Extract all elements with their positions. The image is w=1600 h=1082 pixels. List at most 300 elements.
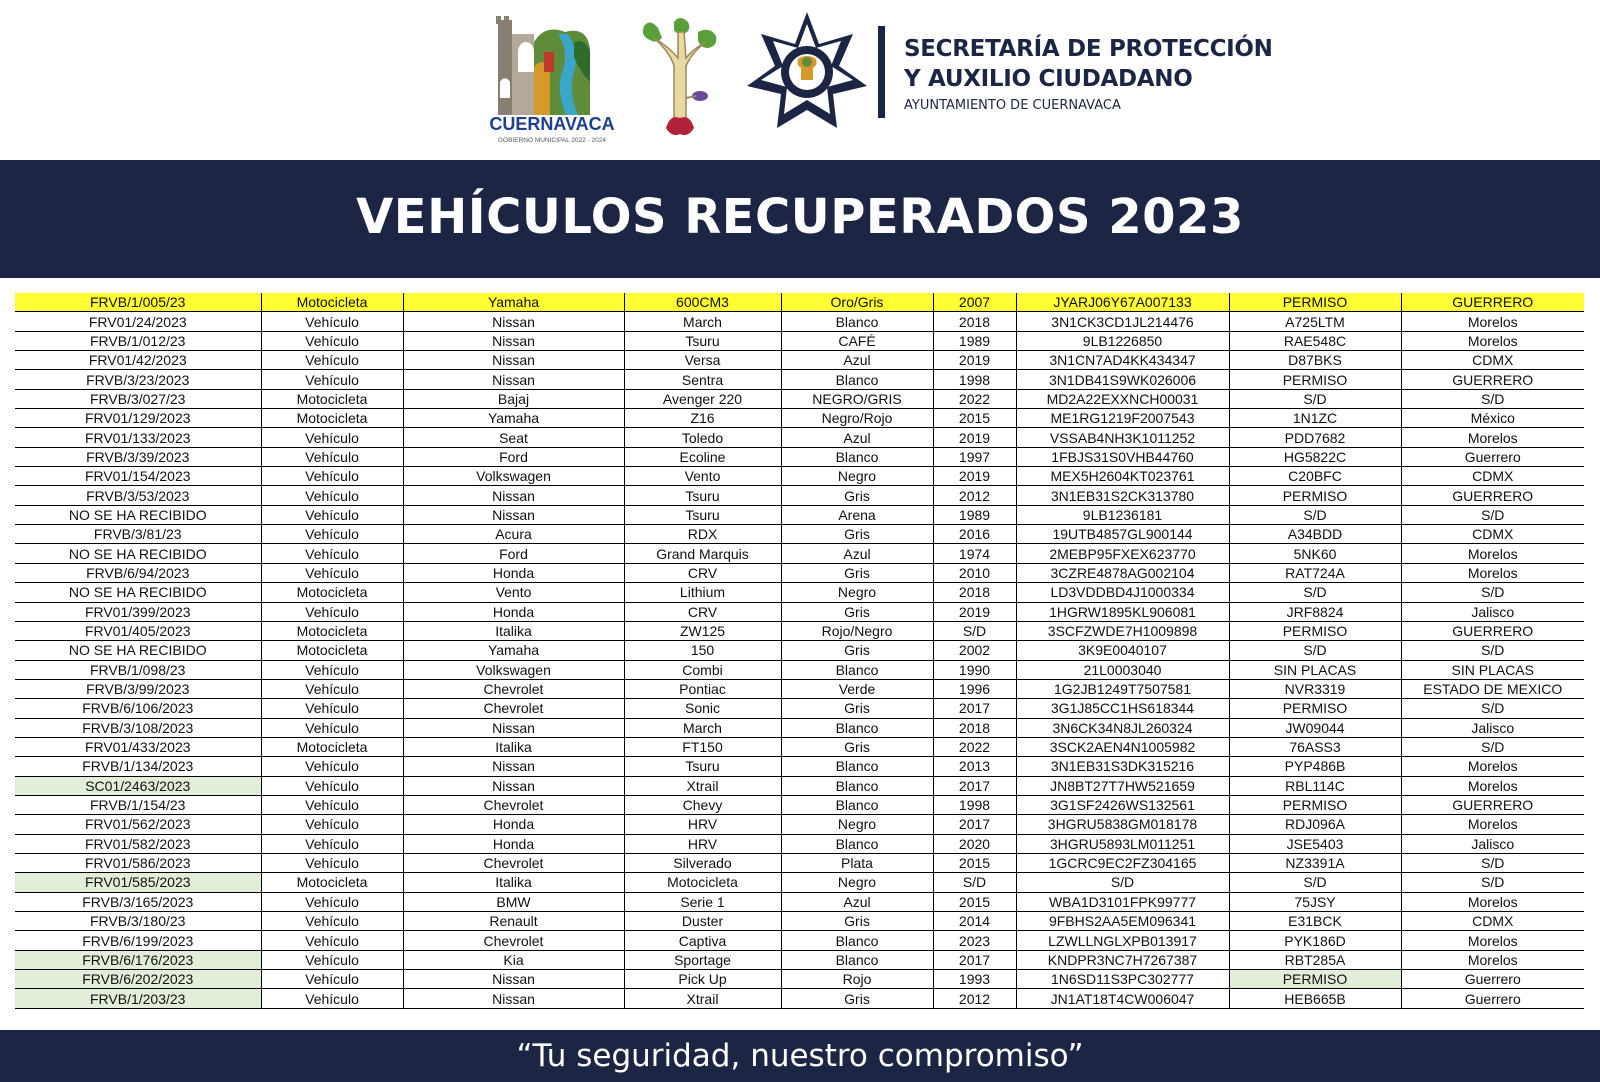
- plate-cell: PYP486B: [1229, 757, 1401, 776]
- color-cell: Gris: [781, 989, 933, 1008]
- state-cell: S/D: [1401, 853, 1584, 872]
- color-cell: Oro/Gris: [781, 293, 933, 312]
- year-cell: 2015: [933, 853, 1016, 872]
- brand-cell: Ford: [403, 544, 624, 563]
- table-row: [15, 331, 1584, 350]
- plate-cell: RBT285A: [1229, 950, 1401, 969]
- year-cell: 2015: [933, 409, 1016, 428]
- model-cell: Vento: [624, 467, 781, 486]
- plate-cell: S/D: [1229, 389, 1401, 408]
- case-number-cell: FRVB/1/005/23: [15, 293, 261, 312]
- table-row: [15, 370, 1584, 389]
- case-number-cell: NO SE HA RECIBIDO: [15, 583, 261, 602]
- case-number-cell: NO SE HA RECIBIDO: [15, 505, 261, 524]
- vin-cell: 2MEBP95FXEX623770: [1016, 544, 1229, 563]
- vin-cell: JN1AT18T4CW006047: [1016, 989, 1229, 1008]
- year-cell: 2017: [933, 699, 1016, 718]
- brand-cell: Chevrolet: [403, 853, 624, 872]
- color-cell: Blanco: [781, 950, 933, 969]
- table-row: [15, 892, 1584, 911]
- color-cell: Negro: [781, 467, 933, 486]
- footer-banner: [0, 1030, 1600, 1082]
- vehicles-table: [15, 293, 1584, 1009]
- color-cell: Gris: [781, 525, 933, 544]
- year-cell: 2017: [933, 815, 1016, 834]
- plate-cell: PYK186D: [1229, 931, 1401, 950]
- vin-cell: WBA1D3101FPK99777: [1016, 892, 1229, 911]
- plate-cell: HEB665B: [1229, 989, 1401, 1008]
- vin-cell: 3N1EB31S3DK315216: [1016, 757, 1229, 776]
- state-cell: México: [1401, 409, 1584, 428]
- brand-cell: Volkswagen: [403, 660, 624, 679]
- color-cell: Gris: [781, 641, 933, 660]
- case-number-cell: FRV01/585/2023: [15, 873, 261, 892]
- model-cell: Tsuru: [624, 505, 781, 524]
- state-cell: GUERRERO: [1401, 370, 1584, 389]
- year-cell: 2019: [933, 602, 1016, 621]
- year-cell: 1998: [933, 370, 1016, 389]
- plate-cell: S/D: [1229, 583, 1401, 602]
- brand-cell: Nissan: [403, 718, 624, 737]
- case-number-cell: FRV01/562/2023: [15, 815, 261, 834]
- brand-cell: Acura: [403, 525, 624, 544]
- brand-cell: Vento: [403, 583, 624, 602]
- color-cell: Blanco: [781, 660, 933, 679]
- type-cell: Vehículo: [261, 660, 403, 679]
- model-cell: Xtrail: [624, 989, 781, 1008]
- table-row: [15, 409, 1584, 428]
- type-cell: Vehículo: [261, 428, 403, 447]
- year-cell: 2015: [933, 892, 1016, 911]
- table-row: [15, 718, 1584, 737]
- vin-cell: MEX5H2604KT023761: [1016, 467, 1229, 486]
- type-cell: Vehículo: [261, 486, 403, 505]
- vin-cell: 1HGRW1895KL906081: [1016, 602, 1229, 621]
- type-cell: Vehículo: [261, 834, 403, 853]
- model-cell: Tsuru: [624, 331, 781, 350]
- brand-cell: Chevrolet: [403, 795, 624, 814]
- brand-cell: Nissan: [403, 757, 624, 776]
- table-row: [15, 641, 1584, 660]
- table-row: [15, 834, 1584, 853]
- case-number-cell: FRV01/42/2023: [15, 351, 261, 370]
- brand-cell: Nissan: [403, 505, 624, 524]
- case-number-cell: FRVB/3/108/2023: [15, 718, 261, 737]
- table-row: [15, 544, 1584, 563]
- type-cell: Motocicleta: [261, 409, 403, 428]
- brand-cell: Seat: [403, 428, 624, 447]
- case-number-cell: FRV01/582/2023: [15, 834, 261, 853]
- model-cell: Versa: [624, 351, 781, 370]
- model-cell: Tsuru: [624, 486, 781, 505]
- plate-cell: PERMISO: [1229, 370, 1401, 389]
- plate-cell: 5NK60: [1229, 544, 1401, 563]
- state-cell: CDMX: [1401, 912, 1584, 931]
- color-cell: Rojo: [781, 970, 933, 989]
- model-cell: Toledo: [624, 428, 781, 447]
- state-cell: S/D: [1401, 873, 1584, 892]
- table-row: [15, 389, 1584, 408]
- color-cell: CAFÉ: [781, 331, 933, 350]
- type-cell: Vehículo: [261, 370, 403, 389]
- case-number-cell: FRV01/133/2023: [15, 428, 261, 447]
- year-cell: 2019: [933, 467, 1016, 486]
- color-cell: Arena: [781, 505, 933, 524]
- model-cell: ZW125: [624, 621, 781, 640]
- type-cell: Motocicleta: [261, 389, 403, 408]
- color-cell: Verde: [781, 679, 933, 698]
- model-cell: Ecoline: [624, 447, 781, 466]
- plate-cell: PERMISO: [1229, 486, 1401, 505]
- table-row: [15, 853, 1584, 872]
- brand-cell: Italika: [403, 737, 624, 756]
- state-cell: Morelos: [1401, 950, 1584, 969]
- case-number-cell: FRV01/129/2023: [15, 409, 261, 428]
- type-cell: Motocicleta: [261, 621, 403, 640]
- color-cell: Blanco: [781, 795, 933, 814]
- table-row: [15, 351, 1584, 370]
- header-divider: [878, 26, 885, 118]
- case-number-cell: FRVB/1/154/23: [15, 795, 261, 814]
- plate-cell: RDJ096A: [1229, 815, 1401, 834]
- plate-cell: S/D: [1229, 641, 1401, 660]
- year-cell: 2019: [933, 428, 1016, 447]
- brand-cell: Yamaha: [403, 641, 624, 660]
- plate-cell: PERMISO: [1229, 795, 1401, 814]
- vin-cell: S/D: [1016, 873, 1229, 892]
- year-cell: 1997: [933, 447, 1016, 466]
- vin-cell: 1N6SD11S3PC302777: [1016, 970, 1229, 989]
- brand-cell: Honda: [403, 834, 624, 853]
- case-number-cell: FRV01/586/2023: [15, 853, 261, 872]
- page-title: VEHÍCULOS RECUPERADOS 2023: [356, 189, 1244, 245]
- vin-cell: 3N1CN7AD4KK434347: [1016, 351, 1229, 370]
- plate-cell: D87BKS: [1229, 351, 1401, 370]
- case-number-cell: FRVB/3/53/2023: [15, 486, 261, 505]
- svg-text:CUERNAVACA: CUERNAVACA: [489, 114, 615, 134]
- type-cell: Vehículo: [261, 699, 403, 718]
- vin-cell: 3HGRU5893LM011251: [1016, 834, 1229, 853]
- state-cell: Morelos: [1401, 331, 1584, 350]
- vin-cell: LD3VDDBD4J1000334: [1016, 583, 1229, 602]
- table-row: [15, 583, 1584, 602]
- table-row: [15, 660, 1584, 679]
- brand-cell: Ford: [403, 447, 624, 466]
- case-number-cell: FRVB/6/202/2023: [15, 970, 261, 989]
- color-cell: Azul: [781, 428, 933, 447]
- plate-cell: 75JSY: [1229, 892, 1401, 911]
- state-cell: Morelos: [1401, 776, 1584, 795]
- state-cell: S/D: [1401, 389, 1584, 408]
- type-cell: Vehículo: [261, 467, 403, 486]
- plate-cell: PERMISO: [1229, 621, 1401, 640]
- table-row: [15, 312, 1584, 331]
- organization-name: [904, 34, 1273, 117]
- color-cell: Negro: [781, 815, 933, 834]
- model-cell: Avenger 220: [624, 389, 781, 408]
- case-number-cell: FRVB/6/199/2023: [15, 931, 261, 950]
- color-cell: Blanco: [781, 757, 933, 776]
- model-cell: Chevy: [624, 795, 781, 814]
- plate-cell: A34BDD: [1229, 525, 1401, 544]
- vin-cell: 19UTB4857GL900144: [1016, 525, 1229, 544]
- table-row: [15, 486, 1584, 505]
- brand-cell: Nissan: [403, 312, 624, 331]
- state-cell: Guerrero: [1401, 447, 1584, 466]
- year-cell: 1974: [933, 544, 1016, 563]
- state-cell: Morelos: [1401, 931, 1584, 950]
- brand-cell: Volkswagen: [403, 467, 624, 486]
- table-row: [15, 931, 1584, 950]
- state-cell: Jalisco: [1401, 834, 1584, 853]
- case-number-cell: FRVB/3/027/23: [15, 389, 261, 408]
- type-cell: Motocicleta: [261, 873, 403, 892]
- vin-cell: 21L0003040: [1016, 660, 1229, 679]
- brand-cell: BMW: [403, 892, 624, 911]
- model-cell: Combi: [624, 660, 781, 679]
- brand-cell: Nissan: [403, 370, 624, 389]
- type-cell: Motocicleta: [261, 641, 403, 660]
- case-number-cell: FRV01/433/2023: [15, 737, 261, 756]
- color-cell: Gris: [781, 699, 933, 718]
- vin-cell: 3N6CK34N8JL260324: [1016, 718, 1229, 737]
- type-cell: Vehículo: [261, 563, 403, 582]
- table-row: [15, 970, 1584, 989]
- state-cell: GUERRERO: [1401, 486, 1584, 505]
- brand-cell: Nissan: [403, 989, 624, 1008]
- brand-cell: Yamaha: [403, 293, 624, 312]
- vin-cell: 3N1CK3CD1JL214476: [1016, 312, 1229, 331]
- state-cell: SIN PLACAS: [1401, 660, 1584, 679]
- year-cell: 2013: [933, 757, 1016, 776]
- plate-cell: PDD7682: [1229, 428, 1401, 447]
- year-cell: 2022: [933, 389, 1016, 408]
- type-cell: Vehículo: [261, 312, 403, 331]
- type-cell: Vehículo: [261, 892, 403, 911]
- state-cell: Morelos: [1401, 544, 1584, 563]
- case-number-cell: FRVB/1/134/2023: [15, 757, 261, 776]
- vin-cell: 1FBJS31S0VHB44760: [1016, 447, 1229, 466]
- color-cell: Blanco: [781, 776, 933, 795]
- brand-cell: Italika: [403, 621, 624, 640]
- plate-cell: 76ASS3: [1229, 737, 1401, 756]
- state-cell: Morelos: [1401, 757, 1584, 776]
- state-cell: CDMX: [1401, 467, 1584, 486]
- brand-cell: Chevrolet: [403, 931, 624, 950]
- plate-cell: A725LTM: [1229, 312, 1401, 331]
- vin-cell: 1G2JB1249T7507581: [1016, 679, 1229, 698]
- vin-cell: 3CZRE4878AG002104: [1016, 563, 1229, 582]
- type-cell: Vehículo: [261, 505, 403, 524]
- year-cell: 2022: [933, 737, 1016, 756]
- page-header: [0, 0, 1600, 160]
- model-cell: Tsuru: [624, 757, 781, 776]
- model-cell: HRV: [624, 815, 781, 834]
- svg-text:GOBIERNO MUNICIPAL 2022 - 2024: GOBIERNO MUNICIPAL 2022 - 2024: [497, 137, 607, 144]
- model-cell: Z16: [624, 409, 781, 428]
- state-cell: S/D: [1401, 699, 1584, 718]
- type-cell: Vehículo: [261, 950, 403, 969]
- case-number-cell: FRVB/6/94/2023: [15, 563, 261, 582]
- color-cell: Azul: [781, 544, 933, 563]
- state-cell: Guerrero: [1401, 989, 1584, 1008]
- model-cell: RDX: [624, 525, 781, 544]
- state-cell: S/D: [1401, 505, 1584, 524]
- plate-cell: SIN PLACAS: [1229, 660, 1401, 679]
- state-cell: CDMX: [1401, 525, 1584, 544]
- color-cell: Blanco: [781, 447, 933, 466]
- case-number-cell: FRVB/3/81/23: [15, 525, 261, 544]
- model-cell: March: [624, 718, 781, 737]
- brand-cell: Chevrolet: [403, 679, 624, 698]
- vin-cell: 3SCK2AEN4N1005982: [1016, 737, 1229, 756]
- table-row: [15, 737, 1584, 756]
- state-cell: Morelos: [1401, 312, 1584, 331]
- vin-cell: 3SCFZWDE7H1009898: [1016, 621, 1229, 640]
- state-cell: Morelos: [1401, 428, 1584, 447]
- case-number-cell: FRVB/3/99/2023: [15, 679, 261, 698]
- case-number-cell: FRV01/405/2023: [15, 621, 261, 640]
- type-cell: Vehículo: [261, 815, 403, 834]
- cuernavaca-logo-icon: [470, 12, 635, 147]
- vin-cell: 3G1J85CC1HS618344: [1016, 699, 1229, 718]
- plate-cell: NZ3391A: [1229, 853, 1401, 872]
- model-cell: Pick Up: [624, 970, 781, 989]
- state-cell: Jalisco: [1401, 602, 1584, 621]
- year-cell: 2007: [933, 293, 1016, 312]
- org-line-3: AYUNTAMIENTO DE CUERNAVACA: [904, 98, 1121, 113]
- table-row: [15, 989, 1584, 1008]
- model-cell: Silverado: [624, 853, 781, 872]
- plate-cell: C20BFC: [1229, 467, 1401, 486]
- title-banner: [0, 160, 1600, 278]
- vin-cell: 3G1SF2426WS132561: [1016, 795, 1229, 814]
- table-row: [15, 563, 1584, 582]
- plate-cell: NVR3319: [1229, 679, 1401, 698]
- vin-cell: 3K9E0040107: [1016, 641, 1229, 660]
- color-cell: Azul: [781, 892, 933, 911]
- plate-cell: HG5822C: [1229, 447, 1401, 466]
- plate-cell: PERMISO: [1229, 293, 1401, 312]
- vehicles-table-wrap: [15, 293, 1584, 1009]
- table-row: [15, 699, 1584, 718]
- plate-cell: E31BCK: [1229, 912, 1401, 931]
- year-cell: 2010: [933, 563, 1016, 582]
- model-cell: Sentra: [624, 370, 781, 389]
- type-cell: Vehículo: [261, 351, 403, 370]
- brand-cell: Nissan: [403, 486, 624, 505]
- state-cell: ESTADO DE MEXICO: [1401, 679, 1584, 698]
- org-line-1: SECRETARÍA DE PROTECCIÓN: [904, 36, 1273, 62]
- year-cell: 2012: [933, 989, 1016, 1008]
- model-cell: FT150: [624, 737, 781, 756]
- tree-emblem-icon: [640, 18, 720, 140]
- state-cell: Jalisco: [1401, 718, 1584, 737]
- brand-cell: Honda: [403, 602, 624, 621]
- case-number-cell: FRV01/154/2023: [15, 467, 261, 486]
- table-row: [15, 815, 1584, 834]
- color-cell: Negro: [781, 583, 933, 602]
- case-number-cell: FRVB/1/203/23: [15, 989, 261, 1008]
- state-cell: GUERRERO: [1401, 293, 1584, 312]
- color-cell: Azul: [781, 351, 933, 370]
- state-cell: S/D: [1401, 737, 1584, 756]
- table-row: [15, 447, 1584, 466]
- year-cell: 2017: [933, 776, 1016, 795]
- type-cell: Vehículo: [261, 447, 403, 466]
- brand-cell: Honda: [403, 815, 624, 834]
- model-cell: Grand Marquis: [624, 544, 781, 563]
- vin-cell: 3HGRU5838GM018178: [1016, 815, 1229, 834]
- brand-cell: Chevrolet: [403, 699, 624, 718]
- plate-cell: PERMISO: [1229, 970, 1401, 989]
- state-cell: CDMX: [1401, 351, 1584, 370]
- table-row: [15, 757, 1584, 776]
- year-cell: 2023: [933, 931, 1016, 950]
- case-number-cell: FRVB/6/176/2023: [15, 950, 261, 969]
- case-number-cell: FRVB/1/098/23: [15, 660, 261, 679]
- type-cell: Vehículo: [261, 525, 403, 544]
- color-cell: NEGRO/GRIS: [781, 389, 933, 408]
- table-row: [15, 467, 1584, 486]
- color-cell: Rojo/Negro: [781, 621, 933, 640]
- brand-cell: Nissan: [403, 351, 624, 370]
- type-cell: Motocicleta: [261, 737, 403, 756]
- vin-cell: 3N1EB31S2CK313780: [1016, 486, 1229, 505]
- table-row: [15, 950, 1584, 969]
- vin-cell: 9FBHS2AA5EM096341: [1016, 912, 1229, 931]
- brand-cell: Yamaha: [403, 409, 624, 428]
- color-cell: Gris: [781, 486, 933, 505]
- year-cell: 1998: [933, 795, 1016, 814]
- vin-cell: 1GCRC9EC2FZ304165: [1016, 853, 1229, 872]
- year-cell: 2016: [933, 525, 1016, 544]
- year-cell: 2012: [933, 486, 1016, 505]
- year-cell: 2017: [933, 950, 1016, 969]
- type-cell: Vehículo: [261, 331, 403, 350]
- year-cell: 1993: [933, 970, 1016, 989]
- color-cell: Negro/Rojo: [781, 409, 933, 428]
- brand-cell: Renault: [403, 912, 624, 931]
- case-number-cell: SC01/2463/2023: [15, 776, 261, 795]
- org-line-2: Y AUXILIO CIUDADANO: [904, 66, 1193, 92]
- footer-slogan: “Tu seguridad, nuestro compromiso”: [516, 1038, 1084, 1074]
- vin-cell: ME1RG1219F2007543: [1016, 409, 1229, 428]
- state-cell: GUERRERO: [1401, 795, 1584, 814]
- year-cell: S/D: [933, 873, 1016, 892]
- vin-cell: VSSAB4NH3K1011252: [1016, 428, 1229, 447]
- color-cell: Gris: [781, 602, 933, 621]
- case-number-cell: FRVB/3/180/23: [15, 912, 261, 931]
- vin-cell: 9LB1226850: [1016, 331, 1229, 350]
- table-row: [15, 602, 1584, 621]
- model-cell: Sportage: [624, 950, 781, 969]
- model-cell: Lithium: [624, 583, 781, 602]
- brand-cell: Bajaj: [403, 389, 624, 408]
- year-cell: 2002: [933, 641, 1016, 660]
- vin-cell: KNDPR3NC7H7267387: [1016, 950, 1229, 969]
- type-cell: Vehículo: [261, 718, 403, 737]
- model-cell: CRV: [624, 563, 781, 582]
- color-cell: Blanco: [781, 312, 933, 331]
- color-cell: Gris: [781, 563, 933, 582]
- color-cell: Blanco: [781, 718, 933, 737]
- vin-cell: LZWLLNGLXPB013917: [1016, 931, 1229, 950]
- color-cell: Plata: [781, 853, 933, 872]
- case-number-cell: FRV01/399/2023: [15, 602, 261, 621]
- type-cell: Vehículo: [261, 602, 403, 621]
- model-cell: Sonic: [624, 699, 781, 718]
